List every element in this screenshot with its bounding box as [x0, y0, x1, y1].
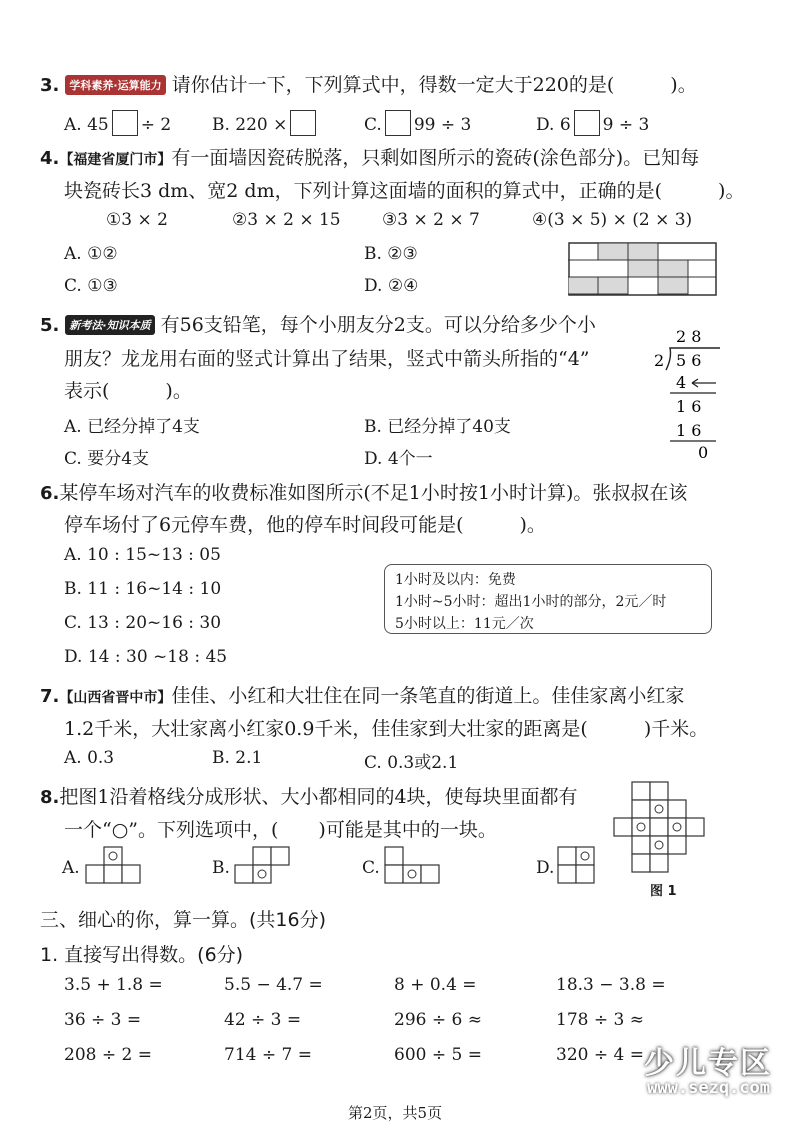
q5-option-b[interactable]: B. 已经分掉了40支 [364, 417, 511, 437]
q3-tag: 学科素养·运算能力 [65, 75, 165, 95]
calc-r1-c1[interactable]: 3.5 + 1.8 = [64, 975, 163, 995]
q4-option-c[interactable]: C. ①③ [64, 276, 118, 296]
calc-r3-c4[interactable]: 320 ÷ 4 = [556, 1045, 644, 1065]
q5-option-d[interactable]: D. 4个一 [364, 449, 433, 469]
calc-r2-c4[interactable]: 178 ÷ 3 ≈ [556, 1010, 644, 1030]
division-step-16b: 1 6 [676, 421, 702, 440]
watermark-url: www.sezq.com [647, 1078, 770, 1098]
q6-option-d[interactable]: D. 14 : 30 ~18 : 45 [64, 647, 228, 667]
q6-option-c[interactable]: C. 13 : 20~16 : 30 [64, 613, 222, 633]
q6-option-b[interactable]: B. 11 : 16~14 : 10 [64, 579, 222, 599]
q4-stem-line2: 块瓷砖长3 dm、宽2 dm，下列计算这面墙的面积的算式中，正确的是( )。 [64, 180, 745, 202]
q6-stem-line2: 停车场付了6元停车费，他的停车时间段可能是( )。 [64, 514, 546, 536]
long-division-figure [650, 324, 730, 464]
q3-stem: 3. 学科素养·运算能力 请你估计一下，下列算式中，得数一定大于220的是( )。 [40, 74, 697, 96]
q8-shape-c [383, 845, 443, 887]
q4-expr-3: ③3 × 2 × 7 [382, 210, 480, 230]
q4-expr-2: ②3 × 2 × 15 [232, 210, 341, 230]
division-step-4: 4 [676, 373, 687, 392]
q4-stem-line1: 4.【福建省厦门市】有一面墙因瓷砖脱落，只剩如图所示的瓷砖(涂色部分)。已知每 [40, 147, 700, 169]
q8-stem-line2: 一个“○”。下列选项中，( )可能是其中的一块。 [64, 819, 497, 841]
q8-option-b[interactable]: B. [212, 858, 230, 878]
fee-line-3: 5小时以上：11元／次 [395, 616, 534, 632]
calc-r3-c3[interactable]: 600 ÷ 5 = [394, 1045, 482, 1065]
q7-stem-line2: 1.2千米，大壮家离小红家0.9千米，佳佳家到大壮家的距离是( )千米。 [64, 718, 709, 740]
calc-r2-c1[interactable]: 36 ÷ 3 = [64, 1010, 142, 1030]
q3-option-c[interactable]: C. 99 ÷ 3 [364, 110, 471, 136]
parking-fee-card [384, 564, 712, 634]
q7-tag: 【山西省晋中市】 [59, 690, 172, 706]
section-3-title: 三、细心的你，算一算。(共16分) [40, 909, 327, 931]
q5-stem-line1: 5. 新考法·知识本质 有56支铅笔，每个小朋友分2支。可以分给多少个小 [40, 314, 596, 336]
q3-option-b[interactable]: B. 220 × [212, 110, 319, 136]
division-step-16a: 1 6 [676, 397, 702, 416]
q5-option-a[interactable]: A. 已经分掉了4支 [64, 417, 200, 437]
tile-wall-figure [568, 242, 718, 298]
q4-tag: 【福建省厦门市】 [59, 152, 172, 168]
calc-r1-c4[interactable]: 18.3 − 3.8 = [556, 975, 666, 995]
division-divisor: 2 [654, 351, 665, 370]
q8-stem-line1: 8.把图1沿着格线分成形状、大小都相同的4块，使每块里面都有 [40, 786, 578, 808]
q5-stem-line3: 表示( )。 [64, 380, 192, 402]
calc-r3-c1[interactable]: 208 ÷ 2 = [64, 1045, 152, 1065]
q6-stem-line1: 6.某停车场对汽车的收费标准如图所示(不足1小时按1小时计算)。张叔叔在该 [40, 482, 688, 504]
blank-box [112, 110, 138, 136]
q3-option-a[interactable]: A. 45 ÷ 2 [64, 110, 171, 136]
division-quotient: 2 8 [676, 327, 702, 346]
fee-line-2: 1小时~5小时：超出1小时的部分，2元／时 [395, 594, 667, 610]
calc-r2-c2[interactable]: 42 ÷ 3 = [224, 1010, 302, 1030]
q4-expr-1: ①3 × 2 [106, 210, 168, 230]
q8-shape-b [233, 845, 293, 887]
q8-option-a[interactable]: A. [62, 858, 80, 878]
fee-line-1: 1小时及以内：免费 [395, 572, 516, 588]
q5-stem-line2: 朋友？龙龙用右面的竖式计算出了结果，竖式中箭头所指的“4” [64, 348, 590, 370]
division-dividend: 5 6 [676, 351, 702, 370]
q7-option-a[interactable]: A. 0.3 [64, 748, 115, 768]
blank-box [290, 110, 316, 136]
q4-expr-4: ④(3 × 5) × (2 × 3) [532, 210, 693, 230]
q8-option-d[interactable]: D. [536, 858, 555, 878]
q4-option-d[interactable]: D. ②④ [364, 276, 419, 296]
sub-question-1-title: 1. 直接写出得数。(6分) [40, 944, 244, 966]
q5-tag: 新考法·知识本质 [65, 315, 154, 335]
q4-option-a[interactable]: A. ①② [64, 244, 118, 264]
figure-1-grid [612, 780, 708, 878]
q6-option-a[interactable]: A. 10 : 15~13 : 05 [64, 545, 221, 565]
question-number: 3. [40, 75, 60, 96]
q8-option-c[interactable]: C. [362, 858, 380, 878]
blank-box [574, 110, 600, 136]
q8-shape-a [84, 845, 144, 887]
calc-r1-c2[interactable]: 5.5 − 4.7 = [224, 975, 323, 995]
calc-r3-c2[interactable]: 714 ÷ 7 = [224, 1045, 312, 1065]
q3-option-d[interactable]: D. 6 9 ÷ 3 [536, 110, 649, 136]
watermark-brand: 少儿专区 [644, 1046, 772, 1081]
calc-r1-c3[interactable]: 8 + 0.4 = [394, 975, 477, 995]
q5-option-c[interactable]: C. 要分4支 [64, 449, 150, 469]
q8-shape-d [556, 845, 598, 887]
blank-box [385, 110, 411, 136]
division-remainder: 0 [698, 443, 709, 462]
q7-option-b[interactable]: B. 2.1 [212, 748, 263, 768]
q4-option-b[interactable]: B. ②③ [364, 244, 418, 264]
figure-1-label: 图 1 [650, 884, 677, 899]
page-footer: 第2页，共5页 [348, 1104, 443, 1122]
calc-r2-c3[interactable]: 296 ÷ 6 ≈ [394, 1010, 482, 1030]
q7-stem-line1: 7.【山西省晋中市】佳佳、小红和大壮住在同一条笔直的街道上。佳佳家离小红家 [40, 685, 685, 707]
q7-option-c[interactable]: C. 0.3或2.1 [364, 753, 459, 773]
